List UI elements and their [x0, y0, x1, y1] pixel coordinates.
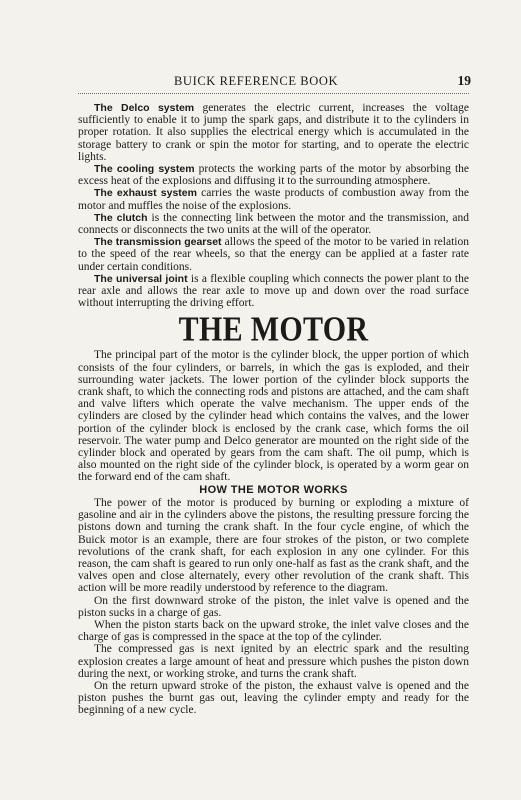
term: The universal joint	[94, 272, 188, 285]
paragraph-delco	[78, 102, 469, 163]
paragraph-exhaust	[78, 187, 469, 211]
running-header	[78, 74, 471, 92]
paragraph-motor: The principal part of the motor is the cylinder block, the upper portion of which consists of the four cylinders, or barrels, in which the gas is exploded, and their surrounding water jackets. The lower portion of the cylinder block supports the crank shaft, to which the connecting rods and pistons are attached, and the cam shaft and valve lifters which operate the valve mechanism. The upper ends of the cylinders are closed by the cylinder head which contains the valves, and the lower portion of the cylinder block is enclosed by the crank case, which forms the oil reservoir. The water pump and Delco generator are mounted on the right side of the cylinder block and operated by gears from the cam shaft. The oil pump, which is also mounted on the right side of the cylinder block, is operated by a worm gear on the forward end of the cam shaft.	[78, 349, 469, 484]
paragraph-text: is a flexible coupling which connects the power plant to the rear axle and allows the rear axle to move up and down over the road surface without interrupting the driving effort.	[78, 272, 469, 310]
paragraph-works-5: On the return upward stroke of the piston, the exhaust valve is opened and the piston pushes the burnt gas out, leaving the cylinder empty and ready for the beginning of a new cycle.	[78, 679, 469, 717]
term: The Delco system	[94, 102, 195, 114]
section-heading-how-the-motor-works: HOW THE MOTOR WORKS	[199, 483, 348, 496]
page-body	[78, 102, 469, 717]
term: The transmission gearset	[94, 236, 222, 249]
paragraph-text: protects the working parts of the motor by absorbing the excess heat of the explosions and diffusing it to the surrounding atmosphere.	[78, 163, 470, 188]
paragraph-text: generates the electric current, increases the voltage sufficiently to enable it to jump the spark gaps, and distribute it to the cylinders in proper rotation. It also supplies the electrical energy which is accumulated in the storage battery to crank or spin the motor for starting, and to operate the electric lights.	[78, 102, 469, 163]
paragraph-works-4: The compressed gas is next ignited by an electric spark and the resulting explosion creates a large amount of heat and pressure which pushes the piston down during the next, or working stroke, and turns the crank shaft.	[78, 643, 469, 680]
page-number: 19	[457, 73, 471, 88]
paragraph-text: is the connecting link between the motor and the transmission, and connects or disconnects the two units at the will of the operator.	[78, 211, 469, 237]
term: The clutch	[94, 211, 148, 224]
paragraph-works-2: On the first downward stroke of the piston, the inlet valve is opened and the piston sucks in a charge of gas.	[78, 594, 469, 619]
paragraph-text: carries the waste products of combustion away from the motor and muffles the noise of the explosions.	[78, 187, 469, 212]
book-title: BUICK REFERENCE BOOK	[174, 74, 339, 88]
paragraph-works-3: When the piston starts back on the upward stroke, the inlet valve closes and the charge of gas is compressed in the space at the top of the cylinder.	[78, 618, 469, 644]
section-heading-the-motor: THE MOTOR	[178, 311, 369, 350]
header-rule	[78, 93, 469, 94]
paragraph-cooling	[78, 163, 469, 187]
paragraph-transmission	[78, 236, 469, 273]
term: The exhaust system	[94, 187, 197, 200]
paragraph-universal-joint	[78, 273, 469, 310]
paragraph-clutch	[78, 212, 469, 236]
paragraph-text: allows the speed of the motor to be varied in relation to the speed of the rear wheels, so that the energy can be applied at a faster rate under certain conditions.	[78, 236, 469, 273]
term: The cooling system	[94, 163, 195, 176]
paragraph-works-1: The power of the motor is produced by burning or exploding a mixture of gasoline and air in the cylinders above the pistons, the resulting pressure forcing the pistons down and turning the crank shaft. In the four cycle engine, of which the Buick motor is an example, there are four strokes of the piston, or two complete revolutions of the crank shaft, for each explosion in any one cylinder. For this reason, the cam shaft is geared to run only one-half as fast as the crank shaft, and the valves open and close alternately, every other revolution of the crank shaft. This action will be more readily understood by reference to the diagram.	[78, 496, 469, 595]
